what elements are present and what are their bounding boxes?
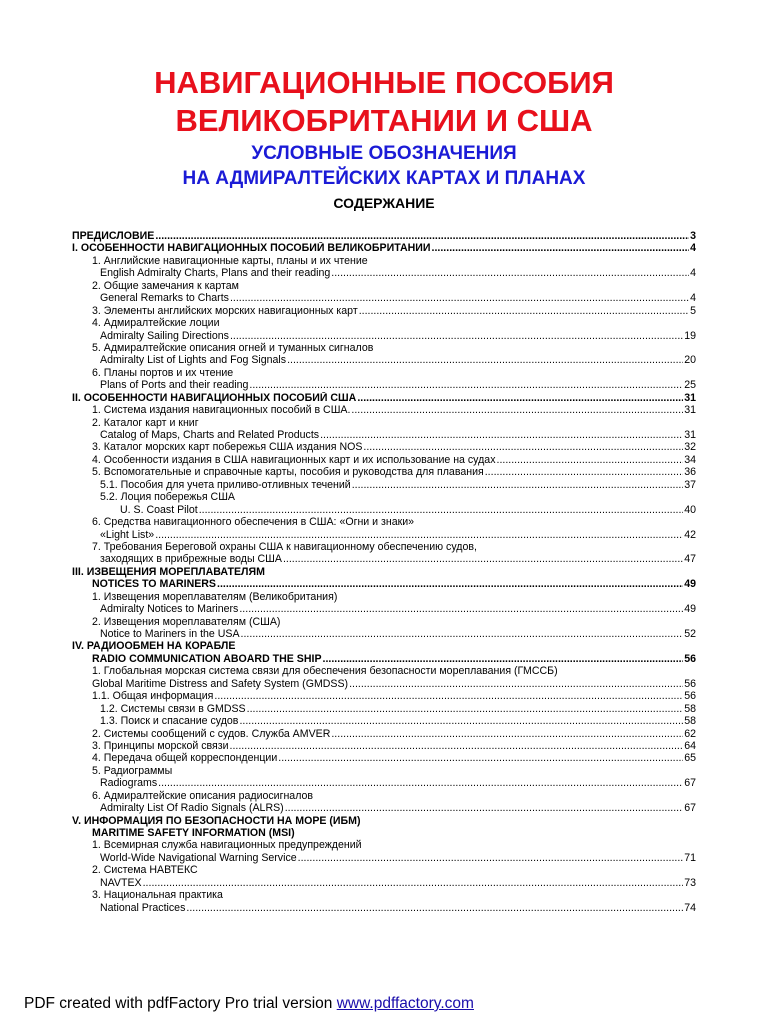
toc-entry-text: 2. Системы сообщений с судов. Служба AMVER: [92, 727, 331, 740]
contents-heading: СОДЕРЖАНИЕ: [333, 195, 435, 211]
toc-dot-leader: [239, 603, 683, 615]
toc-entry-text: World-Wide Navigational Warning Service: [100, 851, 297, 864]
toc-dot-leader: [199, 504, 683, 516]
toc-entry-text: 1.3. Поиск и спасание судов: [100, 715, 239, 728]
toc-page-number: 5: [690, 304, 696, 317]
toc-entry: [72, 354, 696, 366]
toc-page-number: 73: [684, 876, 696, 889]
toc-dot-leader: [143, 877, 684, 889]
toc-dot-leader: [283, 553, 683, 565]
toc-dot-leader: [357, 392, 683, 404]
toc-entry-text: Notice to Mariners in the USA: [100, 628, 240, 640]
toc-entry: [72, 342, 696, 354]
toc-dot-leader: [214, 690, 683, 702]
toc-page-number: 58: [684, 715, 696, 728]
toc-page-number: 56: [684, 652, 696, 665]
toc-page-number: 32: [684, 441, 696, 454]
toc-dot-leader: [331, 267, 689, 279]
toc-dot-leader: [359, 305, 689, 317]
toc-entry: [72, 827, 696, 839]
toc-entry: [72, 752, 696, 764]
toc-entry: [72, 230, 696, 242]
toc-entry-text: «Light List»: [100, 528, 155, 541]
toc-entry: [72, 790, 696, 802]
toc-entry: [72, 603, 696, 615]
toc-page-number: 3: [690, 230, 696, 242]
toc-page-number: 31: [684, 391, 696, 404]
toc-entry: [72, 864, 696, 876]
toc-entry-text: Global Maritime Distress and Safety System (GMDSS): [92, 677, 349, 690]
toc-entry: [72, 466, 696, 478]
toc-entry: [72, 628, 696, 640]
toc-dot-leader: [320, 429, 683, 441]
toc-dot-leader: [352, 479, 683, 491]
toc-entry: [72, 889, 696, 901]
toc-dot-leader: [155, 529, 683, 541]
toc-entry-text: V. ИНФОРМАЦИЯ ПО БЕЗОПАСНОСТИ НА МОРЕ (ИБМ): [72, 814, 361, 827]
subtitle-line-2: НА АДМИРАЛТЕЙСКИХ КАРТАХ И ПЛАНАХ: [182, 168, 586, 189]
toc-dot-leader: [349, 678, 683, 690]
toc-page-number: 49: [684, 578, 696, 591]
toc-entry: [72, 553, 696, 565]
toc-entry: [72, 441, 696, 453]
toc-entry-text: II. ОСОБЕННОСТИ НАВИГАЦИОННЫХ ПОСОБИЙ США: [72, 391, 357, 404]
toc-dot-leader: [230, 740, 684, 752]
toc-entry: [72, 740, 696, 752]
title-line-2: ВЕЛИКОБРИТАНИИ И США: [175, 103, 593, 138]
toc-entry-text: 5. Вспомогательные и справочные карты, пособия и руководства для плавания: [92, 466, 484, 479]
toc-entry: [72, 367, 696, 379]
toc-entry-text: 4. Адмиралтейские лоции: [92, 317, 220, 330]
toc-dot-leader: [432, 242, 690, 254]
toc-entry-text: 6. Планы портов и их чтение: [92, 366, 234, 379]
toc-dot-leader: [351, 404, 683, 416]
toc-entry-text: Radiograms: [100, 777, 158, 790]
toc-dot-leader: [230, 292, 689, 304]
toc-entry: [72, 429, 696, 441]
toc-page-number: 37: [684, 478, 696, 491]
toc-page-number: 65: [684, 752, 696, 765]
toc-page-number: 62: [684, 727, 696, 740]
toc-entry-text: 3. Каталог морских карт побережья США издания NOS: [92, 441, 363, 454]
toc-entry-text: 5. Радиограммы: [92, 764, 173, 777]
toc-entry-text: 3. Элементы английских морских навигационных карт: [92, 304, 358, 317]
toc-entry: [72, 777, 696, 789]
document-title: [0, 64, 768, 140]
toc-entry-text: 1.1. Общая информация: [92, 690, 214, 703]
toc-dot-leader: [331, 728, 683, 740]
toc-entry: [72, 728, 696, 740]
toc-entry-text: 3. Национальная практика: [92, 889, 223, 902]
toc-entry: [72, 802, 696, 814]
toc-entry-text: 7. Требования Береговой охраны США к навигационному обеспечению судов,: [92, 540, 477, 553]
document-subtitle: [0, 141, 768, 191]
toc-entry: [72, 454, 696, 466]
toc-page-number: 74: [684, 901, 696, 914]
toc-entry-text: 3. Принципы морской связи: [92, 739, 229, 752]
toc-dot-leader: [298, 852, 684, 864]
toc-entry-text: 2. Каталог карт и книг: [92, 416, 199, 429]
toc-dot-leader: [497, 454, 684, 466]
toc-entry: [72, 305, 696, 317]
toc-entry: [72, 839, 696, 851]
pdf-footer: [24, 994, 474, 1014]
toc-entry: [72, 703, 696, 715]
footer-text: PDF created with pdfFactory Pro trial version: [24, 995, 337, 1012]
toc-dot-leader: [249, 379, 683, 391]
toc-dot-leader: [285, 802, 684, 814]
toc-entry-text: заходящих в прибрежные воды США: [100, 553, 282, 566]
toc-entry: [72, 242, 696, 254]
toc-entry-text: National Practices: [100, 901, 186, 914]
toc-entry: [72, 504, 696, 516]
table-of-contents: [72, 230, 696, 914]
toc-entry: [72, 330, 696, 342]
toc-entry-text: English Admiralty Charts, Plans and their reading: [100, 267, 331, 280]
toc-entry: [72, 292, 696, 304]
toc-page-number: 31: [684, 429, 696, 441]
toc-dot-leader: [278, 752, 683, 764]
toc-dot-leader: [363, 441, 683, 453]
toc-entry: [72, 678, 696, 690]
toc-entry-text: 4. Особенности издания в США навигационных карт и их использование на судах: [92, 453, 496, 466]
toc-entry: [72, 902, 696, 914]
toc-entry-text: Catalog of Maps, Charts and Related Products: [100, 429, 320, 441]
toc-dot-leader: [287, 354, 683, 366]
toc-entry: [72, 715, 696, 727]
title-line-1: НАВИГАЦИОННЫЕ ПОСОБИЯ: [154, 65, 614, 100]
toc-dot-leader: [485, 466, 683, 478]
toc-entry-text: 4. Передача общей корреспонденции: [92, 752, 278, 765]
toc-entry: [72, 529, 696, 541]
toc-page-number: 34: [684, 453, 696, 466]
toc-page-number: 4: [690, 292, 696, 305]
toc-entry-text: Admiralty List of Lights and Fog Signals: [100, 354, 287, 367]
toc-page-number: 19: [684, 329, 696, 342]
toc-page-number: 49: [684, 603, 696, 616]
toc-entry: [72, 690, 696, 702]
toc-entry: [72, 852, 696, 864]
toc-entry-text: Plans of Ports and their reading: [100, 379, 249, 392]
toc-dot-leader: [239, 715, 683, 727]
toc-entry-text: IV. РАДИООБМЕН НА КОРАБЛЕ: [72, 640, 236, 653]
toc-entry-text: RADIO COMMUNICATION ABOARD THE SHIP: [92, 652, 322, 665]
toc-entry-text: 5. Адмиралтейские описания огней и туманных сигналов: [92, 341, 374, 354]
toc-entry-text: MARITIME SAFETY INFORMATION (MSI): [92, 827, 295, 839]
toc-entry-text: NAVTEX: [100, 876, 142, 889]
toc-entry-text: 1.2. Системы связи в GMDSS: [100, 702, 246, 715]
toc-entry: [72, 392, 696, 404]
toc-entry: [72, 491, 696, 503]
toc-entry: [72, 479, 696, 491]
toc-dot-leader: [323, 653, 684, 665]
toc-entry-text: NOTICES TO MARINERS: [92, 578, 216, 591]
toc-dot-leader: [155, 230, 689, 242]
toc-page-number: 4: [690, 267, 696, 280]
toc-entry-text: 2. Извещения мореплавателям (США): [92, 615, 281, 628]
toc-page-number: 4: [690, 242, 696, 255]
toc-entry-text: 1. Всемирная служба навигационных предупреждений: [92, 839, 362, 852]
toc-page-number: 25: [684, 379, 696, 392]
toc-dot-leader: [241, 628, 684, 640]
toc-page-number: 67: [684, 777, 696, 790]
toc-dot-leader: [217, 578, 683, 590]
toc-entry: [72, 267, 696, 279]
toc-page-number: 52: [684, 628, 696, 640]
toc-entry: [72, 616, 696, 628]
toc-entry-text: U. S. Coast Pilot: [120, 503, 198, 516]
toc-page-number: 20: [684, 354, 696, 367]
toc-entry: [72, 379, 696, 391]
toc-entry: [72, 815, 696, 827]
toc-entry-text: 1. Глобальная морская система связи для обеспечения безопасности мореплавания (ГМССБ): [92, 665, 558, 678]
toc-entry-text: 1. Система издания навигационных пособий в США.: [92, 404, 351, 417]
toc-page-number: 56: [684, 677, 696, 690]
toc-entry-text: General Remarks to Charts: [100, 292, 229, 305]
toc-entry-text: 6. Средства навигационного обеспечения в США: «Огни и знаки»: [92, 516, 415, 529]
toc-page-number: 58: [684, 702, 696, 715]
toc-entry: [72, 566, 696, 578]
toc-entry: [72, 280, 696, 292]
toc-entry-text: 5.1. Пособия для учета приливо-отливных течений: [100, 478, 351, 491]
toc-entry: [72, 516, 696, 528]
toc-dot-leader: [158, 777, 683, 789]
toc-entry: [72, 653, 696, 665]
toc-page-number: 31: [684, 404, 696, 417]
toc-page-number: 71: [684, 851, 696, 864]
toc-entry-text: 2. Общие замечания к картам: [92, 279, 239, 292]
toc-dot-leader: [247, 703, 684, 715]
toc-page-number: 40: [684, 503, 696, 516]
toc-entry: [72, 640, 696, 652]
toc-page-number: 67: [684, 802, 696, 815]
subtitle-line-1: УСЛОВНЫЕ ОБОЗНАЧЕНИЯ: [251, 143, 517, 164]
toc-entry-text: 2. Система НАВТЕКС: [92, 864, 198, 877]
toc-entry-text: 6. Адмиралтейские описания радиосигналов: [92, 789, 314, 802]
toc-dot-leader: [230, 330, 683, 342]
toc-page-number: 64: [684, 739, 696, 752]
toc-entry-text: Admiralty List Of Radio Signals (ALRS): [100, 802, 284, 815]
toc-entry-text: Admiralty Sailing Directions: [100, 329, 229, 342]
toc-entry: [72, 877, 696, 889]
toc-entry: [72, 317, 696, 329]
toc-entry-text: 5.2. Лоция побережья США: [100, 491, 235, 504]
toc-entry: [72, 417, 696, 429]
toc-entry: [72, 255, 696, 267]
toc-dot-leader: [186, 902, 683, 914]
toc-entry-text: 1. Извещения мореплавателям (Великобритания): [92, 590, 338, 603]
footer-link[interactable]: www.pdffactory.com: [336, 995, 474, 1012]
toc-page-number: 47: [684, 553, 696, 566]
toc-page-number: 36: [684, 466, 696, 479]
toc-page-number: 42: [684, 528, 696, 541]
toc-entry: [72, 404, 696, 416]
toc-page-number: 56: [684, 690, 696, 703]
toc-entry-text: ПРЕДИСЛОВИЕ: [72, 230, 155, 242]
toc-entry-text: Admiralty Notices to Mariners: [100, 603, 239, 616]
toc-entry-text: III. ИЗВЕЩЕНИЯ МОРЕПЛАВАТЕЛЯМ: [72, 565, 265, 578]
toc-entry: [72, 591, 696, 603]
toc-entry: [72, 665, 696, 677]
toc-entry-text: 1. Английские навигационные карты, планы и их чтение: [92, 254, 368, 267]
toc-entry-text: I. ОСОБЕННОСТИ НАВИГАЦИОННЫХ ПОСОБИЙ ВЕЛИКОБРИТАНИИ: [72, 242, 431, 255]
toc-entry: [72, 578, 696, 590]
toc-entry: [72, 765, 696, 777]
toc-entry: [72, 541, 696, 553]
